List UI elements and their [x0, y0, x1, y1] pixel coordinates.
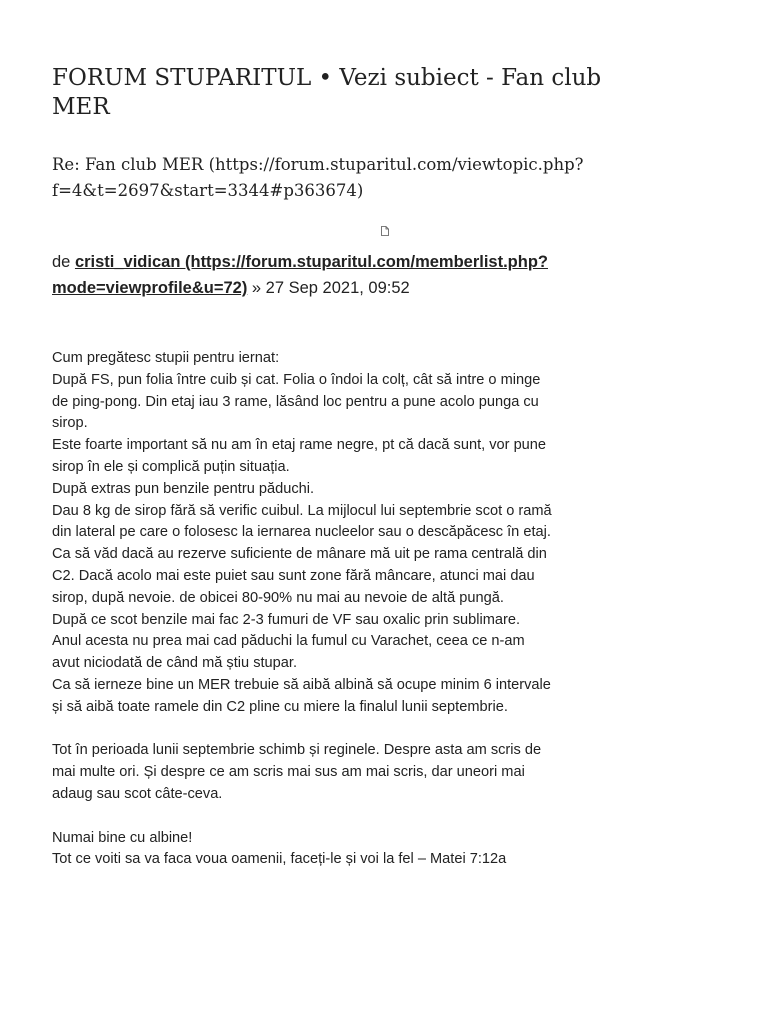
signature-line: Numai bine cu albine! — [52, 829, 193, 846]
post-text-line: Anul acesta nu prea mai cad păduchi la fumul cu Varachet, ceea ce n-am avut niciodată de când mă știu stupar. — [52, 633, 525, 672]
post-text-line: După ce scot benzile mai fac 2-3 fumuri de VF sau oxalic prin sublimare. — [52, 611, 521, 628]
document-icon — [381, 226, 389, 236]
post-paragraph — [52, 348, 552, 719]
byline-prefix: de — [52, 253, 75, 271]
post-heading: Re: Fan club MER (https://forum.stuparitul.com/viewtopic.php?f=4&t=2697&start=3344#p363674) — [52, 155, 584, 200]
post-text-line: Ca să ierneze bine un MER trebuie să aibă albină să ocupe minim 6 intervale și să aibă toate ramele din C2 pline cu miere la finalul lunii septembrie. — [52, 676, 551, 715]
post-body — [52, 348, 552, 871]
document-title: FORUM STUPARITUL • Vezi subiect - Fan club MER — [52, 65, 602, 120]
post-signature — [52, 828, 552, 872]
post-date: » 27 Sep 2021, 09:52 — [247, 278, 410, 297]
post-text-line: Este foarte important să nu am în etaj rame negre, pt că dacă sunt, vor pune sirop în ele și complică puțin situația. — [52, 437, 547, 475]
signature-line: Tot ce voiti sa va faca voua oamenii, faceți-le și voi la fel – Matei 7:12a — [52, 851, 507, 868]
post-text-line: Tot în perioada lunii septembrie schimb și reginele. Despre asta am scris de mai multe ori. Și despre ce am scris mai sus am mai scris, dar uneori mai adaug sau scot câte-ceva. — [52, 742, 542, 802]
author-link[interactable]: cristi_vidican (https://forum.stuparitul.com/memberlist.php?mode=viewprofile&u=72) — [52, 253, 548, 297]
post-text-line: Ca să văd dacă au rezerve suficiente de mânare mă uit pe rama centrală din C2. Dacă acolo mai este puiet sau sunt zone fără mâncare, atunci mai dau sirop, după nevoie. de obicei 80-90% nu mai au nevoie de altă pungă. — [52, 546, 547, 606]
post-text-line: Cum pregătesc stupii pentru iernat: — [52, 350, 280, 366]
post-text-line: Dau 8 kg de sirop fără să verific cuibul. La mijlocul lui septembrie scot o ramă din lateral pe care o folosesc la iernarea nucleelor sau o descăpăcesc în etaj. — [52, 502, 552, 541]
post-paragraph — [52, 740, 552, 805]
post-text-line: După extras pun benzile pentru păduchi. — [52, 480, 315, 497]
post-byline — [52, 250, 652, 301]
post-text-line: După FS, pun folia între cuib și cat. Folia o îndoi la colț, cât să intre o minge de ping-pong. Din etaj iau 3 rame, lăsând loc pentru a pune acolo punga cu sirop. — [52, 371, 541, 432]
